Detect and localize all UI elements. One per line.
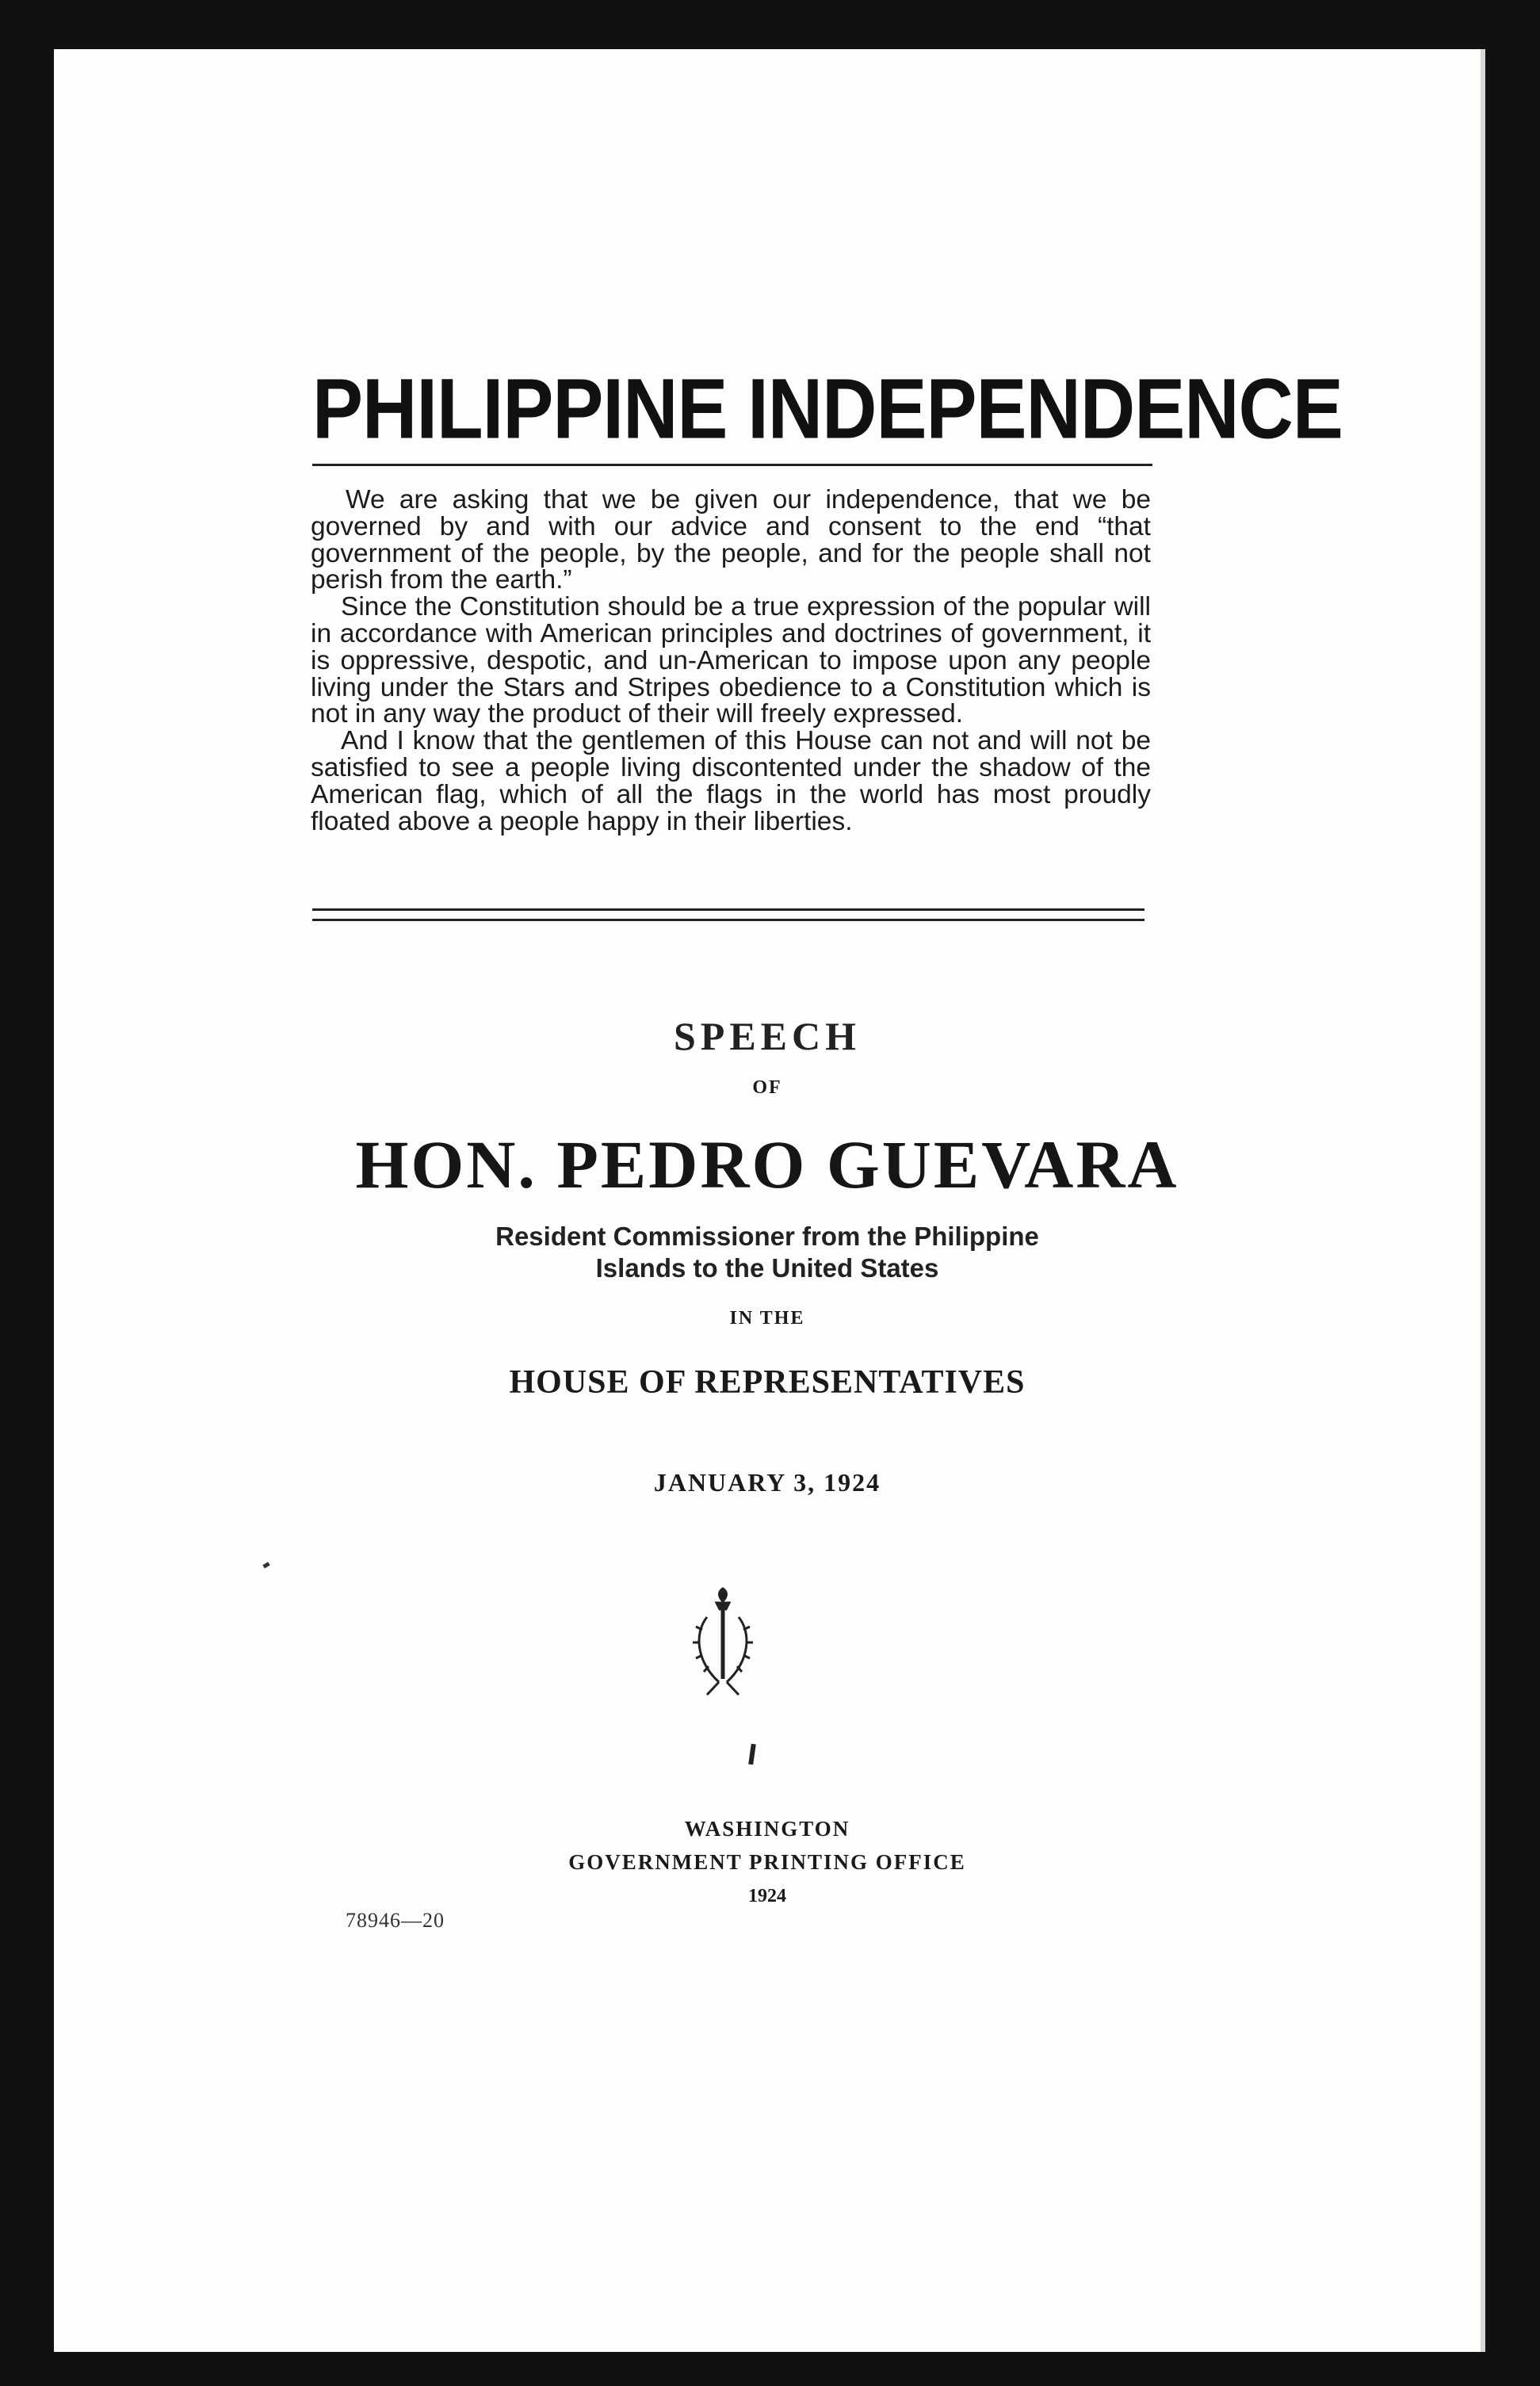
speaker-name: HON. PEDRO GUEVARA xyxy=(355,1126,1179,1203)
speech-heading: SPEECH xyxy=(673,1014,862,1058)
quote-paragraph: Since the Constitution should be a true expression of the popular will in accordance with American principles and doctrines of government, it is oppressive, despotic, and un-American to impose upon any people living under the Stars and Stripes obedience to a Constitution which is not in any way the product of their will freely expressed. xyxy=(311,592,1151,729)
imprint-city: WASHINGTON xyxy=(684,1817,850,1841)
print-code: 78946—20 xyxy=(346,1909,445,1932)
quote-paragraph: We are asking that we be given our independence, that we be governed by and with our advice and consent to the end “that government of the people, by the people, and for the people shall not perish from the earth.” xyxy=(311,485,1151,595)
imprint-office: GOVERNMENT PRINTING OFFICE xyxy=(568,1850,966,1874)
torch-wreath-icon xyxy=(683,1585,762,1704)
speech-date: JANUARY 3, 1924 xyxy=(653,1468,881,1497)
of-label: OF xyxy=(752,1077,782,1098)
divider-rule xyxy=(312,464,1152,466)
in-the-label: IN THE xyxy=(729,1308,805,1329)
double-rule-bottom xyxy=(312,919,1144,921)
quote-block xyxy=(311,487,1151,835)
imprint-year: 1924 xyxy=(748,1886,786,1906)
double-rule-top xyxy=(312,908,1144,911)
house-heading: HOUSE OF REPRESENTATIVES xyxy=(509,1364,1026,1401)
quote-paragraph: And I know that the gentlemen of this House can not and will not be satisfied to see a people living discontented under the shadow of the American flag, which of all the flags in the world has most proudly floated above a people happy in their liberties. xyxy=(311,726,1151,836)
speaker-title-line: Islands to the United States xyxy=(595,1253,939,1283)
speaker-title xyxy=(54,1221,1481,1284)
banner-headline: PHILIPPINE INDEPENDENCE xyxy=(312,361,1343,457)
speaker-title-line: Resident Commissioner from the Philippine xyxy=(495,1222,1039,1251)
